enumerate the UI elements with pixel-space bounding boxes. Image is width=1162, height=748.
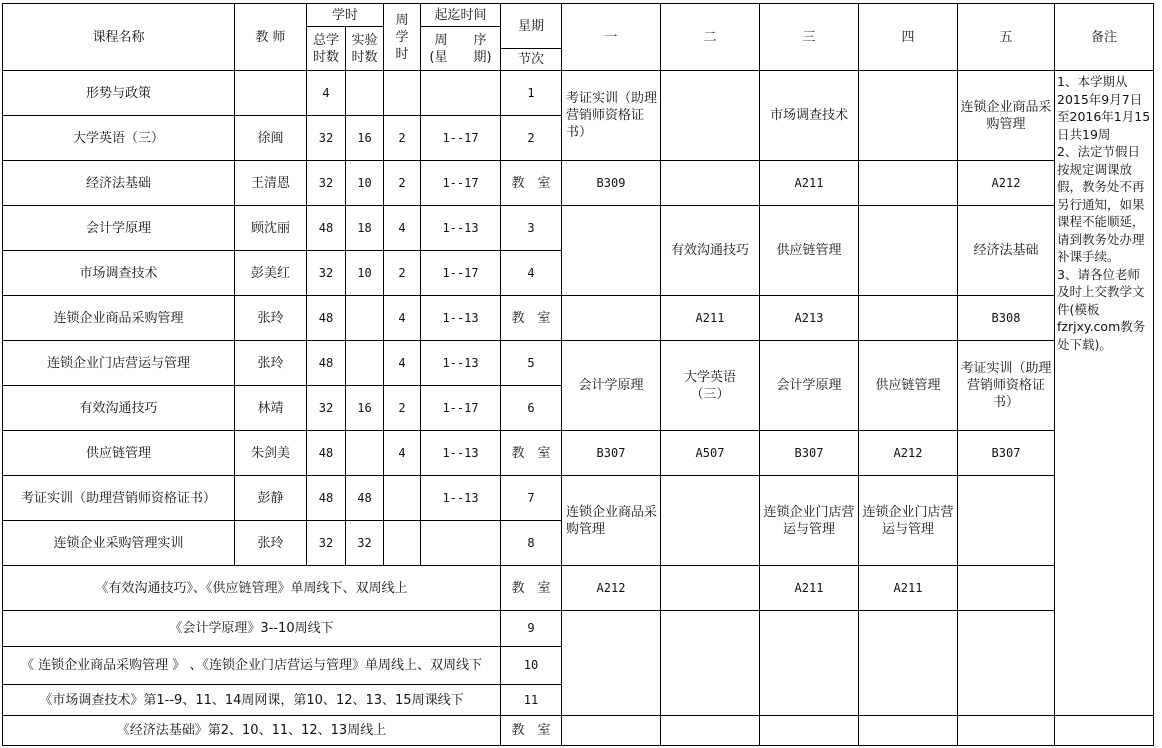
room-wed: B307 — [760, 431, 859, 476]
course-teacher: 张玲 — [235, 341, 307, 386]
schedule-tue-block2: 有效沟通技巧 — [661, 206, 760, 296]
course-weekly-hours: 4 — [384, 341, 421, 386]
room-tue: A211 — [661, 296, 760, 341]
course-period: 1--13 — [421, 476, 501, 521]
course-total-hours: 48 — [307, 431, 346, 476]
schedule-wed-block2: 供应链管理 — [760, 206, 859, 296]
header-period-sub: 周 序 (星 期) — [421, 27, 501, 71]
header-day-wed: 三 — [760, 4, 859, 71]
course-name: 考证实训（助理营销师资格证书） — [3, 476, 235, 521]
course-total-hours: 32 — [307, 521, 346, 566]
room-tue: A507 — [661, 431, 760, 476]
room-wed: A213 — [760, 296, 859, 341]
room-tue — [661, 716, 760, 746]
room-wed — [760, 716, 859, 746]
course-name: 经济法基础 — [3, 161, 235, 206]
room-mon — [562, 296, 661, 341]
course-weekly-hours: 2 — [384, 161, 421, 206]
course-period: 1--17 — [421, 161, 501, 206]
schedule-fri-block4 — [958, 476, 1055, 566]
slot-number: 4 — [501, 251, 562, 296]
header-day-tue: 二 — [661, 4, 760, 71]
schedule-tue-block5 — [661, 611, 760, 716]
course-weekly-hours: 2 — [384, 386, 421, 431]
slot-number: 10 — [501, 647, 562, 685]
course-weekly-hours — [384, 71, 421, 116]
room-wed: A211 — [760, 566, 859, 611]
header-teacher: 教 师 — [235, 4, 307, 71]
schedule-thu-block2 — [859, 206, 958, 296]
course-lab-hours: 10 — [346, 161, 384, 206]
week-note: 《会计学原理》3--10周线下 — [3, 611, 501, 647]
schedule-thu-block5 — [859, 611, 958, 716]
header-weekly-hours: 周 学 时 — [384, 4, 421, 71]
schedule-mon-block2 — [562, 206, 661, 296]
room-thu — [859, 716, 958, 746]
schedule-tue-block1 — [661, 71, 760, 161]
course-teacher: 张玲 — [235, 296, 307, 341]
course-weekly-hours: 4 — [384, 296, 421, 341]
course-teacher: 朱剑美 — [235, 431, 307, 476]
course-weekly-hours — [384, 476, 421, 521]
course-teacher: 彭静 — [235, 476, 307, 521]
room-thu: A211 — [859, 566, 958, 611]
schedule-wed-block1: 市场调查技术 — [760, 71, 859, 161]
course-total-hours: 4 — [307, 71, 346, 116]
schedule-fri-block3: 考证实训（助理营销师资格证书） — [958, 341, 1055, 431]
room-fri: B308 — [958, 296, 1055, 341]
course-lab-hours: 10 — [346, 251, 384, 296]
header-total-hours: 总学 时数 — [307, 27, 346, 71]
schedule-wed-block5 — [760, 611, 859, 716]
week-note: 《 连锁企业商品采购管理 》 、《连锁企业门店营运与管理》单周线上、双周线下 — [3, 647, 501, 685]
course-lab-hours: 18 — [346, 206, 384, 251]
schedule-wed-block3: 会计学原理 — [760, 341, 859, 431]
header-weekday: 星期 — [501, 4, 562, 49]
slot-number: 1 — [501, 71, 562, 116]
header-day-thu: 四 — [859, 4, 958, 71]
course-lab-hours — [346, 71, 384, 116]
course-teacher — [235, 71, 307, 116]
course-weekly-hours: 4 — [384, 431, 421, 476]
classroom-label: 教 室 — [501, 296, 562, 341]
slot-number: 2 — [501, 116, 562, 161]
slot-number: 5 — [501, 341, 562, 386]
room-tue — [661, 566, 760, 611]
course-name: 有效沟通技巧 — [3, 386, 235, 431]
course-teacher: 彭美红 — [235, 251, 307, 296]
header-period-title: 起迄时间 — [421, 4, 501, 27]
course-name: 形势与政策 — [3, 71, 235, 116]
classroom-label: 教 室 — [501, 566, 562, 611]
schedule-fri-block2: 经济法基础 — [958, 206, 1055, 296]
schedule-thu-block3: 供应链管理 — [859, 341, 958, 431]
schedule-mon-block1: 考证实训（助理营销师资格证书） — [562, 71, 661, 161]
course-lab-hours: 48 — [346, 476, 384, 521]
course-name: 连锁企业门店营运与管理 — [3, 341, 235, 386]
course-total-hours: 32 — [307, 251, 346, 296]
schedule-mon-block4: 连锁企业商品采购管理 — [562, 476, 661, 566]
remarks-bottom — [1055, 716, 1154, 746]
course-period: 1--13 — [421, 431, 501, 476]
course-total-hours: 32 — [307, 161, 346, 206]
schedule-fri-block1: 连锁企业商品采购管理 — [958, 71, 1055, 161]
course-period: 1--13 — [421, 341, 501, 386]
course-lab-hours: 16 — [346, 386, 384, 431]
course-name: 连锁企业采购管理实训 — [3, 521, 235, 566]
week-note: 《经济法基础》第2、10、11、12、13周线上 — [3, 716, 501, 746]
room-thu — [859, 296, 958, 341]
room-tue — [661, 161, 760, 206]
course-total-hours: 32 — [307, 386, 346, 431]
course-weekly-hours: 2 — [384, 251, 421, 296]
course-lab-hours — [346, 341, 384, 386]
course-teacher: 王清恩 — [235, 161, 307, 206]
course-schedule-table — [2, 3, 1154, 746]
header-day-mon: 一 — [562, 4, 661, 71]
course-lab-hours — [346, 431, 384, 476]
room-thu — [859, 161, 958, 206]
header-course-name: 课程名称 — [3, 4, 235, 71]
header-remarks: 备注 — [1055, 4, 1154, 71]
course-period: 1--17 — [421, 116, 501, 161]
course-total-hours: 48 — [307, 296, 346, 341]
course-total-hours: 48 — [307, 206, 346, 251]
slot-number: 11 — [501, 685, 562, 716]
room-mon: B309 — [562, 161, 661, 206]
room-wed: A211 — [760, 161, 859, 206]
schedule-thu-block4: 连锁企业门店营运与管理 — [859, 476, 958, 566]
room-fri: A212 — [958, 161, 1055, 206]
course-period — [421, 521, 501, 566]
course-period: 1--17 — [421, 386, 501, 431]
room-fri: B307 — [958, 431, 1055, 476]
week-note: 《市场调查技术》第1--9、11、14周网课，第10、12、13、15周课线下 — [3, 685, 501, 716]
course-period: 1--13 — [421, 206, 501, 251]
slot-number: 7 — [501, 476, 562, 521]
course-period: 1--17 — [421, 251, 501, 296]
course-lab-hours: 16 — [346, 116, 384, 161]
course-name: 连锁企业商品采购管理 — [3, 296, 235, 341]
course-period: 1--13 — [421, 296, 501, 341]
course-teacher: 张玲 — [235, 521, 307, 566]
course-teacher: 徐闽 — [235, 116, 307, 161]
course-name: 会计学原理 — [3, 206, 235, 251]
course-total-hours: 48 — [307, 341, 346, 386]
slot-number: 6 — [501, 386, 562, 431]
schedule-mon-block5 — [562, 611, 661, 716]
room-thu: A212 — [859, 431, 958, 476]
course-name: 供应链管理 — [3, 431, 235, 476]
schedule-tue-block4 — [661, 476, 760, 566]
header-lab-hours: 实验 时数 — [346, 27, 384, 71]
schedule-fri-block5 — [958, 611, 1055, 716]
header-day-fri: 五 — [958, 4, 1055, 71]
remarks-text: 1、本学期从2015年9月7日至2016年1月15日共19周 2、法定节假日按规定调课放假，教务处不再另行通知，如果课程不能顺延，请到教务处办理补课手续。 3、请各位老师及时上交教学文件(模板fzrjxy.com教务处下载)。 — [1055, 71, 1154, 716]
room-mon: A212 — [562, 566, 661, 611]
schedule-mon-block3: 会计学原理 — [562, 341, 661, 431]
slot-number: 3 — [501, 206, 562, 251]
room-mon: B307 — [562, 431, 661, 476]
course-teacher: 顾沈丽 — [235, 206, 307, 251]
course-weekly-hours: 2 — [384, 116, 421, 161]
header-slot: 节次 — [501, 49, 562, 71]
course-period — [421, 71, 501, 116]
course-name: 市场调查技术 — [3, 251, 235, 296]
room-fri — [958, 716, 1055, 746]
classroom-label: 教 室 — [501, 716, 562, 746]
course-total-hours: 32 — [307, 116, 346, 161]
room-fri — [958, 566, 1055, 611]
header-hours: 学时 — [307, 4, 384, 27]
slot-number: 8 — [501, 521, 562, 566]
schedule-thu-block1 — [859, 71, 958, 161]
classroom-label: 教 室 — [501, 161, 562, 206]
course-lab-hours — [346, 296, 384, 341]
course-weekly-hours: 4 — [384, 206, 421, 251]
schedule-wed-block4: 连锁企业门店营运与管理 — [760, 476, 859, 566]
course-weekly-hours — [384, 521, 421, 566]
room-mon — [562, 716, 661, 746]
week-note: 《有效沟通技巧》、《供应链管理》单周线下、双周线上 — [3, 566, 501, 611]
classroom-label: 教 室 — [501, 431, 562, 476]
course-total-hours: 48 — [307, 476, 346, 521]
schedule-tue-block3: 大学英语 （三） — [661, 341, 760, 431]
course-teacher: 林靖 — [235, 386, 307, 431]
slot-number: 9 — [501, 611, 562, 647]
course-lab-hours: 32 — [346, 521, 384, 566]
course-name: 大学英语（三） — [3, 116, 235, 161]
